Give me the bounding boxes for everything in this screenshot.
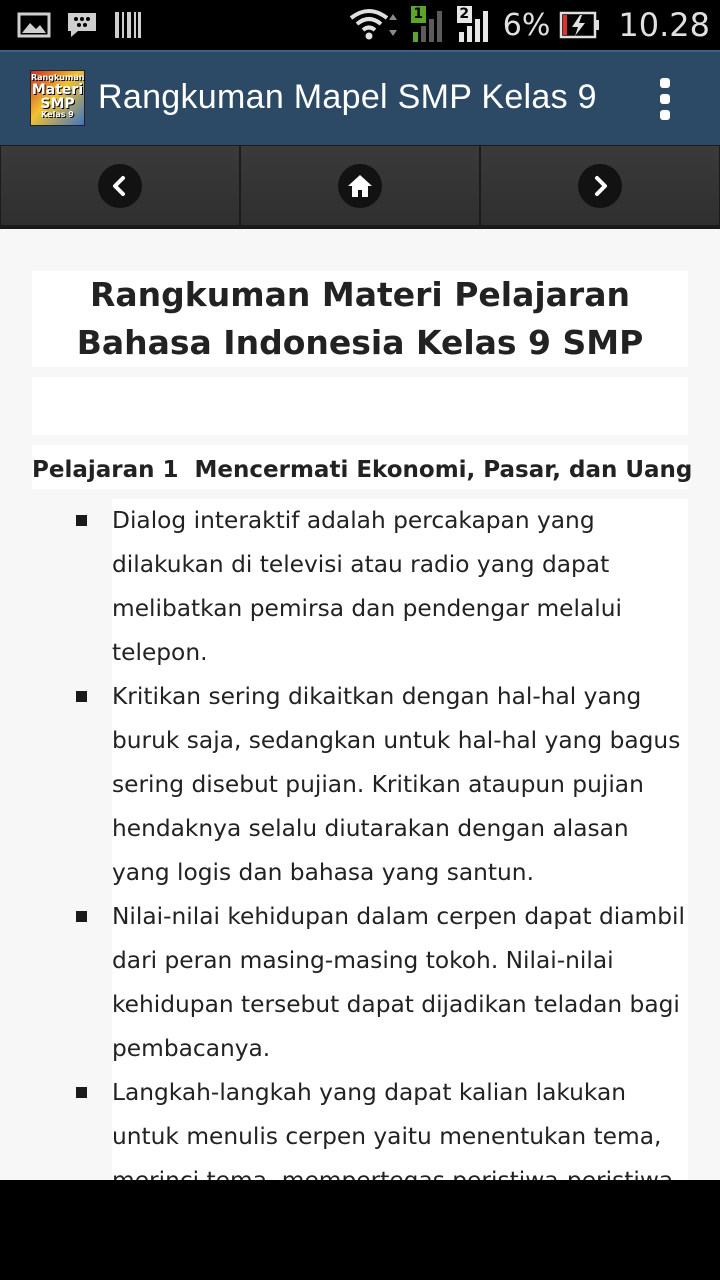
sim1-signal-icon (411, 6, 447, 44)
bullet-icon (76, 515, 87, 526)
bullet-list (112, 499, 688, 1203)
app-icon-text-line: Materi (31, 82, 84, 98)
bullet-list-area (112, 499, 688, 1199)
list-item-text: Kritikan sering dikaitkan dengan hal-hal yang buruk saja, sedangkan untuk hal-hal yang bagus sering disebut pujian. Kritikan ataupun pujian hendaknya selalu diutarakan dengan alasan yang logis dan bahasa yang santun. (112, 683, 681, 886)
battery-charging-icon (560, 10, 600, 40)
navigation-toolbar (0, 145, 720, 229)
clock: 10.28 (618, 6, 710, 44)
list-item-text: Dialog interaktif adalah percakapan yang dilakukan di televisi atau radio yang dapat melibatkan pemirsa dan pendengar melalui telepon. (112, 507, 622, 666)
app-icon-text-line: Kelas 9 (41, 110, 74, 119)
home-button[interactable] (240, 145, 480, 226)
status-bar (0, 0, 720, 50)
app-icon-text-line: Rangkuman (31, 73, 85, 82)
article-title: Rangkuman Materi Pelajaran Bahasa Indonesia Kelas 9 SMP (32, 271, 688, 367)
system-indicators (349, 4, 710, 46)
battery-percent: 6% (502, 7, 551, 43)
list-item (112, 895, 688, 1071)
blank-panel (32, 377, 688, 435)
notification-icons (18, 8, 142, 42)
action-bar (0, 50, 720, 145)
bullet-icon (76, 1087, 87, 1098)
app-icon[interactable] (30, 70, 85, 126)
bottom-black-area (0, 1180, 720, 1280)
sim1-label: 1 (411, 6, 426, 23)
sim2-signal-icon (457, 6, 493, 44)
back-button[interactable] (0, 145, 240, 226)
lesson-heading: Pelajaran 1 Mencermati Ekonomi, Pasar, dan Uang (32, 445, 688, 489)
article-webview[interactable] (0, 229, 720, 1180)
gallery-icon (18, 12, 50, 38)
chevron-right-icon (578, 164, 622, 208)
overflow-menu-icon[interactable] (650, 78, 680, 122)
list-item (112, 675, 688, 895)
list-item (112, 499, 688, 675)
list-item-text: Langkah-langkah yang dapat kalian lakukan untuk menulis cerpen yaitu menentukan tema, (112, 1079, 662, 1150)
forward-button[interactable] (480, 145, 720, 226)
wifi-icon (349, 8, 401, 42)
bbm-icon (66, 11, 98, 39)
app-title: Rangkuman Mapel SMP Kelas 9 (98, 78, 597, 116)
home-icon (338, 164, 382, 208)
list-item-text: Nilai-nilai kehidupan dalam cerpen dapat diambil dari peran masing-masing tokoh. Nilai-nilai kehidupan tersebut dapat dijadikan teladan bagi pembacanya. (112, 903, 685, 1062)
chevron-left-icon (98, 164, 142, 208)
app-icon-text-line: SMP (40, 96, 75, 112)
sim2-label: 2 (457, 6, 472, 23)
barcode-icon (114, 10, 142, 40)
bullet-icon (76, 911, 87, 922)
bullet-icon (76, 691, 87, 702)
